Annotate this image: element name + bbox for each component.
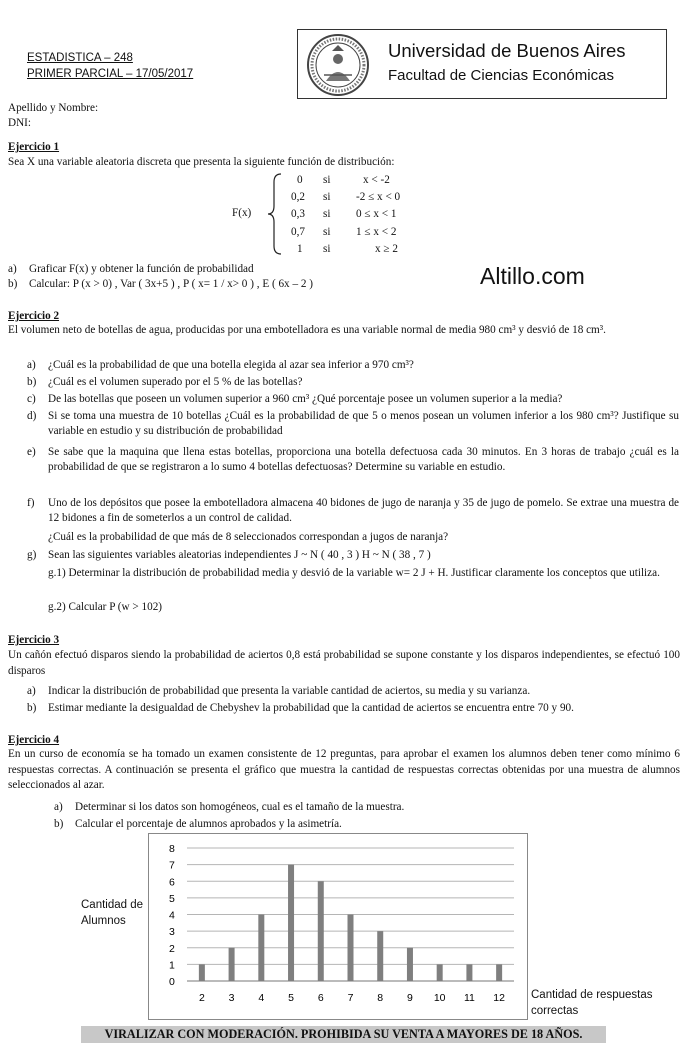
x-tick-label: 9 bbox=[407, 992, 413, 1004]
left-brace-icon bbox=[266, 172, 284, 256]
name-field-label: Apellido y Nombre: bbox=[8, 102, 99, 114]
ej3-item-b: b) Estimar mediante la desigualdad de Chebyshev la probabilidad que la cantidad de aciertos se encuentra entre 70 y 90. bbox=[27, 702, 574, 714]
university-name: Universidad de Buenos Aires bbox=[388, 40, 626, 61]
ej1-item-a: a) Graficar F(x) y obtener la función de probabilidad bbox=[8, 263, 254, 275]
ej4-intro: En un curso de economía se ha tomado un examen consistente de 12 preguntas, para aprobar el examen los alumnos deben tener como mínimo 6 respuestas correctas. A continuación se presenta el gráfico que muestra la cantidad de respuestas correctas obtenidas por una muestra de alumnos seleccionados al azar. bbox=[8, 748, 680, 791]
bar bbox=[348, 915, 354, 982]
bar bbox=[318, 881, 324, 981]
x-tick-label: 11 bbox=[463, 992, 475, 1004]
watermark-text: Altillo.com bbox=[480, 263, 585, 289]
fx-row: 0 si x < -2 bbox=[297, 174, 390, 186]
x-tick-label: 8 bbox=[377, 992, 384, 1004]
bar bbox=[199, 964, 205, 981]
ej4-item-a: a) Determinar si los datos son homogéneos, cual es el tamaño de la muestra. bbox=[54, 801, 405, 813]
bar bbox=[437, 964, 443, 981]
y-tick-label: 7 bbox=[169, 859, 175, 872]
x-tick-label: 5 bbox=[288, 992, 294, 1004]
university-banner bbox=[297, 29, 667, 99]
ej2-item: d) Si se toma una muestra de 10 botellas ¿Cuál es la probabilidad de que 5 o menos posean un volumen inferior a los 980 cm³? Justifique su variable en estudio y su distribución de probabilidad bbox=[27, 410, 679, 437]
footer-banner: VIRALIZAR CON MODERACIÓN. PROHIBIDA SU VENTA A MAYORES DE 18 AÑOS. bbox=[81, 1026, 606, 1043]
bar bbox=[466, 964, 472, 981]
ej1-item-b: b) Calcular: P (x > 0) , Var ( 3x+5 ) , P ( x= 1 / x> 0 ) , E ( 6x – 2 ) bbox=[8, 278, 313, 290]
ej2-item: g) Sean las siguientes variables aleatorias independientes J ~ N ( 40 , 3 ) H ~ N ( 38 , 7 ) bbox=[27, 549, 431, 561]
faculty-name: Facultad de Ciencias Económicas bbox=[388, 67, 614, 84]
university-seal-icon bbox=[306, 33, 370, 97]
x-tick-label: 6 bbox=[317, 992, 324, 1004]
ej3-title: Ejercicio 3 bbox=[8, 634, 60, 646]
x-tick-label: 12 bbox=[493, 992, 505, 1004]
ej2-item: a) ¿Cuál es la probabilidad de que una botella elegida al azar sea inferior a 970 cm³? bbox=[27, 359, 414, 371]
exam-title: PRIMER PARCIAL – 17/05/2017 bbox=[27, 68, 194, 80]
y-tick-label: 5 bbox=[169, 892, 175, 905]
x-tick-label: 2 bbox=[198, 992, 205, 1004]
chart-frame bbox=[148, 833, 528, 1020]
fx-label: F(x) bbox=[232, 207, 252, 219]
fx-row: 0,7 si 1 ≤ x < 2 bbox=[291, 225, 397, 238]
bar bbox=[288, 865, 294, 981]
course-code: ESTADISTICA – 248 bbox=[27, 52, 133, 64]
y-tick-label: 2 bbox=[169, 942, 175, 955]
exam-header bbox=[27, 50, 193, 82]
ej2-item: f) Uno de los depósitos que posee la embotelladora almacena 40 bidones de jugo de naranja y 35 de jugo de pomelo. Se extrae una muestra de 12 bidones a fin de someterlos a un control de calidad. bbox=[27, 497, 679, 524]
bar bbox=[229, 948, 235, 981]
y-tick-label: 8 bbox=[169, 843, 175, 855]
y-tick-label: 1 bbox=[169, 959, 175, 972]
ej4-title: Ejercicio 4 bbox=[8, 734, 60, 746]
ej1-title: Ejercicio 1 bbox=[8, 141, 60, 153]
ej2-title: Ejercicio 2 bbox=[8, 310, 60, 322]
chart-ylabel: Cantidad de Alumnos bbox=[81, 899, 144, 927]
bar-chart bbox=[149, 834, 527, 1019]
y-tick-label: 3 bbox=[169, 926, 175, 939]
ej2-item: b) ¿Cuál es el volumen superado por el 5 % de las botellas? bbox=[27, 376, 303, 388]
bar bbox=[496, 964, 502, 981]
x-tick-label: 10 bbox=[433, 992, 446, 1004]
x-tick-label: 3 bbox=[228, 992, 235, 1004]
x-tick-label: 7 bbox=[347, 992, 354, 1004]
ej2-item: g.2) Calcular P (w > 102) bbox=[48, 601, 163, 613]
x-tick-label: 4 bbox=[258, 992, 265, 1004]
ej2-item: e) Se sabe que la maquina que llena estas botellas, proporciona una botella defectuosa cada 30 minutos. En 3 horas de trabajo ¿cuál es la probabilidad de que se registraron a lo sumo 4 botellas defectuosas? Determine su variable en estudio. bbox=[27, 446, 679, 473]
ej2-item: g.1) Determinar la distribución de probabilidad media y desvió de la variable w= 2 J + H. Justificar claramente los conceptos que utiliza. bbox=[48, 567, 660, 579]
bar bbox=[258, 915, 264, 982]
y-tick-label: 4 bbox=[169, 909, 175, 922]
ej3-intro: Un cañón efectuó disparos siendo la probabilidad de aciertos 0,8 está probabilidad se supone constante y los disparos independientes, se efectuó 100 disparos bbox=[8, 649, 680, 677]
fx-row: 1 si x ≥ 2 bbox=[297, 242, 398, 255]
ej1-intro: Sea X una variable aleatoria discreta que presenta la siguiente función de distribución: bbox=[8, 156, 395, 168]
ej2-intro: El volumen neto de botellas de agua, producidas por una embotelladora es una variable normal de media 980 cm³ y desvió de 18 cm³. bbox=[8, 324, 606, 336]
ej4-item-b: b) Calcular el porcentaje de alumnos aprobados y la asimetría. bbox=[54, 818, 342, 830]
ej3-item-a: a) Indicar la distribución de probabilidad que presenta la variable cantidad de aciertos, su media y su varianza. bbox=[27, 685, 531, 697]
chart-xlabel: Cantidad de respuestas correctas bbox=[531, 989, 653, 1017]
bar bbox=[377, 931, 383, 981]
ej2-item: ¿Cuál es la probabilidad de que más de 8 seleccionados correspondan a jugos de naranja? bbox=[48, 531, 449, 543]
dni-field-label: DNI: bbox=[8, 117, 31, 129]
fx-row: 0,2 si -2 ≤ x < 0 bbox=[291, 191, 401, 204]
fx-row: 0,3 si 0 ≤ x < 1 bbox=[291, 208, 397, 221]
bar bbox=[407, 948, 413, 981]
ej2-item: c) De las botellas que poseen un volumen superior a 960 cm³ ¿Qué porcentaje posee un volumen superior a la media? bbox=[27, 393, 563, 405]
y-tick-label: 0 bbox=[169, 976, 175, 988]
y-tick-label: 6 bbox=[169, 876, 175, 889]
